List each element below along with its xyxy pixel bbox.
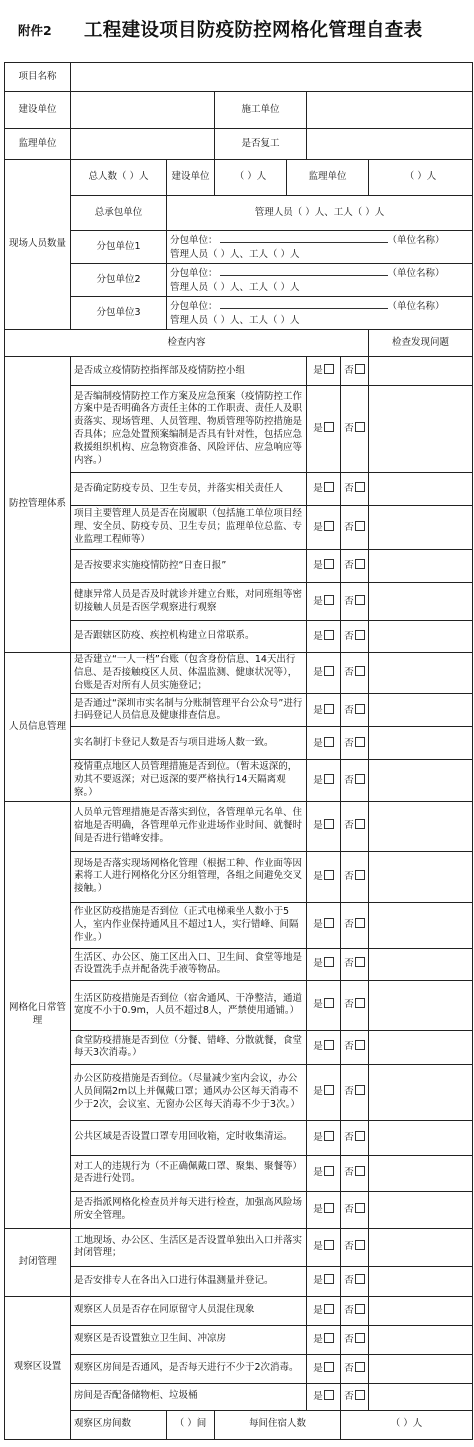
check-item-text: 对工人的违规行为（不正确佩戴口罩、聚集、聚餐等）是否进行处罚。 (71, 1155, 307, 1191)
no-checkbox (355, 1362, 365, 1372)
check-item-row (5, 980, 473, 1030)
subcontractor-detail[interactable]: 分包单位： （单位名称） 管理人员（ ）人、工人（ ）人 (167, 264, 473, 297)
check-item-text: 是否成立疫情防控指挥部及疫情防控小组 (71, 357, 307, 386)
yes-checkbox (324, 1040, 334, 1050)
no-checkbox (355, 918, 365, 928)
check-item-text: 房间是否配备储物柜、垃圾桶 (71, 1383, 307, 1410)
no-option[interactable]: 否 (341, 506, 369, 550)
finding-cell[interactable] (369, 621, 473, 653)
yes-checkbox (324, 521, 334, 531)
check-item-row (5, 1155, 473, 1191)
unit-name-blank[interactable] (220, 233, 388, 243)
yes-option[interactable]: 是 (307, 386, 341, 473)
supervision-unit-field[interactable] (71, 129, 215, 160)
no-option[interactable]: 否 (341, 1354, 369, 1383)
title-row (0, 0, 474, 62)
check-item-text: 办公区防疫措施是否到位。（尽量减少室内会议，办公人员间隔2m以上并佩戴口罩；通风办公区每天消毒不少于2次，会议室、无窗办公区每天消毒不少于3次。） (71, 1064, 307, 1120)
subcontractor-label: 分包单位2 (71, 264, 167, 297)
check-item-text: 观察区人员是否存在同原留守人员混住现象 (71, 1296, 307, 1325)
yes-option[interactable]: 是 (307, 506, 341, 550)
no-option[interactable]: 否 (341, 760, 369, 801)
no-option[interactable]: 否 (341, 473, 369, 506)
check-item-row (5, 1266, 473, 1296)
contractor-unit-label: 施工单位 (215, 92, 307, 129)
no-option[interactable]: 否 (341, 948, 369, 980)
project-name-field[interactable] (71, 63, 473, 92)
yes-option[interactable]: 是 (307, 1030, 341, 1064)
unit-name-blank[interactable] (220, 266, 388, 276)
no-option[interactable]: 否 (341, 1030, 369, 1064)
finding-cell[interactable] (369, 727, 473, 760)
yes-checkbox (324, 364, 334, 374)
subcontractor-detail[interactable]: 分包单位： （单位名称） 管理人员（ ）人、工人（ ）人 (167, 231, 473, 264)
row-project-name (5, 63, 473, 92)
finding-cell[interactable] (369, 801, 473, 851)
self-inspection-table (4, 62, 473, 1440)
section-label: 观察区设置 (5, 1296, 71, 1439)
check-item-row (5, 473, 473, 506)
yes-option[interactable]: 是 (307, 760, 341, 801)
finding-cell[interactable] (369, 1296, 473, 1325)
check-item-text: 是否按要求实施疫情防控“日查日报” (71, 550, 307, 583)
row-units (5, 92, 473, 129)
no-checkbox (355, 482, 365, 492)
check-item-text: 疫情重点地区人员管理措施是否到位。（暂未返深的，劝其不要返深；对已返深的要严格执行14天隔离观察。） (71, 760, 307, 801)
check-item-row (5, 1383, 473, 1410)
check-item-row (5, 760, 473, 801)
check-item-row (5, 621, 473, 653)
row-check-header (5, 330, 473, 357)
yes-checkbox (324, 595, 334, 605)
yes-checkbox (324, 1203, 334, 1213)
yes-option[interactable]: 是 (307, 1383, 341, 1410)
yes-checkbox (324, 1131, 334, 1141)
no-checkbox (355, 1131, 365, 1141)
section-label: 防控管理体系 (5, 357, 71, 653)
no-checkbox (355, 422, 365, 432)
yes-checkbox (324, 819, 334, 829)
yes-checkbox (324, 957, 334, 967)
yes-checkbox (324, 704, 334, 714)
finding-cell[interactable] (369, 357, 473, 386)
check-item-text: 是否确定防疫专员、卫生专员，并落实相关责任人 (71, 473, 307, 506)
finding-cell[interactable] (369, 1383, 473, 1410)
check-item-text: 是否跟辖区防疫、疾控机构建立日常联系。 (71, 621, 307, 653)
yes-checkbox (324, 422, 334, 432)
check-item-row (5, 1296, 473, 1325)
check-item-row (5, 1228, 473, 1266)
no-option[interactable]: 否 (341, 1155, 369, 1191)
total-staff[interactable]: 总人数（ ）人 (71, 160, 167, 196)
general-contractor-detail[interactable]: 管理人员（ ）人、工人（ ）人 (167, 196, 473, 231)
check-item-text: 观察区房间是否通风，是否每天进行不少于2次消毒。 (71, 1354, 307, 1383)
yes-option[interactable]: 是 (307, 727, 341, 760)
check-item-row (5, 583, 473, 621)
subcontractor-label: 分包单位3 (71, 297, 167, 330)
owner-staff-count[interactable]: （ ）人 (215, 160, 287, 196)
yes-checkbox (324, 737, 334, 747)
finding-cell[interactable] (369, 1064, 473, 1120)
yes-option[interactable]: 是 (307, 1191, 341, 1228)
check-item-text: 食堂防疫措施是否到位（分餐、错峰、分散就餐，食堂每天3次消毒。） (71, 1030, 307, 1064)
finding-cell[interactable] (369, 694, 473, 727)
no-checkbox (355, 595, 365, 605)
no-checkbox (355, 1304, 365, 1314)
check-findings-header: 检查发现问题 (369, 330, 473, 357)
check-item-text: 是否安排专人在各出入口进行体温测量并登记。 (71, 1266, 307, 1296)
finding-cell[interactable] (369, 1191, 473, 1228)
row-observation-rooms (5, 1410, 473, 1439)
finding-cell[interactable] (369, 851, 473, 902)
check-item-row (5, 1325, 473, 1354)
no-option[interactable]: 否 (341, 1191, 369, 1228)
yes-option[interactable]: 是 (307, 1325, 341, 1354)
document-title: 工程建设项目防疫防控网格化管理自查表 (84, 20, 423, 41)
occupancy-count[interactable]: （ ）人 (341, 1410, 473, 1439)
finding-cell[interactable] (369, 1325, 473, 1354)
yes-option[interactable]: 是 (307, 980, 341, 1030)
check-item-text: 公共区域是否设置口罩专用回收箱，定时收集清运。 (71, 1120, 307, 1155)
no-option[interactable]: 否 (341, 583, 369, 621)
yes-option[interactable]: 是 (307, 621, 341, 653)
occupancy-label: 每间住宿人数 (215, 1410, 341, 1439)
finding-cell[interactable] (369, 1266, 473, 1296)
no-option[interactable]: 否 (341, 694, 369, 727)
no-checkbox (355, 521, 365, 531)
finding-cell[interactable] (369, 760, 473, 801)
check-item-row (5, 1191, 473, 1228)
yes-option[interactable]: 是 (307, 851, 341, 902)
resumed-field[interactable] (307, 129, 473, 160)
finding-cell[interactable] (369, 1030, 473, 1064)
finding-cell[interactable] (369, 550, 473, 583)
yes-option[interactable]: 是 (307, 357, 341, 386)
yes-option[interactable]: 是 (307, 583, 341, 621)
check-item-text: 是否通过“深圳市实名制与分账制管理平台公众号”进行扫码登记人员信息及健康排查信息。 (71, 694, 307, 727)
yes-option[interactable]: 是 (307, 1155, 341, 1191)
no-checkbox (355, 704, 365, 714)
no-option[interactable]: 否 (341, 550, 369, 583)
check-item-text: 生活区防疫措施是否到位（宿舍通风、干净整洁，通道宽度不小于0.9m，人员不超过8人，严禁使用通铺。） (71, 980, 307, 1030)
no-checkbox (355, 1085, 365, 1095)
no-option[interactable]: 否 (341, 727, 369, 760)
yes-checkbox (324, 998, 334, 1008)
yes-checkbox (324, 1085, 334, 1095)
check-item-text: 生活区、办公区、施工区出入口、卫生间、食堂等地是否设置洗手点并配备洗手液等物品。 (71, 948, 307, 980)
yes-checkbox (324, 1362, 334, 1372)
general-contractor-label: 总承包单位 (71, 196, 167, 231)
supervisor-staff-label: 监理单位 (287, 160, 369, 196)
no-option[interactable]: 否 (341, 386, 369, 473)
construction-unit-field[interactable] (71, 92, 215, 129)
no-option[interactable]: 否 (341, 980, 369, 1030)
annex-label: 附件2 (18, 23, 52, 38)
check-item-row (5, 801, 473, 851)
no-checkbox (355, 1203, 365, 1213)
section-label: 人员信息管理 (5, 653, 71, 802)
check-item-text: 是否指派网格化检查员并每天进行检查，加强高风险场所安全管理。 (71, 1191, 307, 1228)
yes-option[interactable]: 是 (307, 694, 341, 727)
no-option[interactable]: 否 (341, 1266, 369, 1296)
check-item-row (5, 653, 473, 694)
row-staff-totals (5, 160, 473, 196)
yes-checkbox (324, 482, 334, 492)
no-option[interactable]: 否 (341, 1228, 369, 1266)
contractor-unit-field[interactable] (307, 92, 473, 129)
yes-checkbox (324, 1240, 334, 1250)
check-item-row (5, 902, 473, 948)
check-item-text: 工地现场、办公区、生活区是否设置单独出入口并落实封闭管理； (71, 1228, 307, 1266)
check-item-text: 是否建立“一人一档”台账（包含身份信息、14天出行信息、是否接触疫区人员、体温监测、健康状况等），台账是否对所有人员实施登记； (71, 653, 307, 694)
staffing-section-label: 现场人员数量 (5, 160, 71, 330)
finding-cell[interactable] (369, 902, 473, 948)
yes-checkbox (324, 1333, 334, 1343)
check-item-text: 人员单元管理措施是否落实到位，各管理单元名单、住宿地是否明确，各管理单元作业进场作业时间、就餐时间是否进行错峰安排。 (71, 801, 307, 851)
yes-checkbox (324, 666, 334, 676)
yes-option[interactable]: 是 (307, 948, 341, 980)
no-checkbox (355, 630, 365, 640)
yes-checkbox (324, 559, 334, 569)
check-item-row (5, 1064, 473, 1120)
yes-checkbox (324, 630, 334, 640)
finding-cell[interactable] (369, 1228, 473, 1266)
row-subcontractor (5, 231, 473, 264)
check-item-text: 健康异常人员是否及时就诊并建立台账，对同班组等密切接触人员是否医学观察进行观察 (71, 583, 307, 621)
check-item-row (5, 694, 473, 727)
finding-cell[interactable] (369, 583, 473, 621)
yes-option[interactable]: 是 (307, 653, 341, 694)
check-item-row (5, 851, 473, 902)
subcontractor-label: 分包单位1 (71, 231, 167, 264)
row-supervision (5, 129, 473, 160)
subcontractor-detail[interactable]: 分包单位： （单位名称） 管理人员（ ）人、工人（ ）人 (167, 297, 473, 330)
no-checkbox (355, 1240, 365, 1250)
yes-option[interactable]: 是 (307, 550, 341, 583)
no-option[interactable]: 否 (341, 621, 369, 653)
row-general-contractor (5, 196, 473, 231)
yes-checkbox (324, 870, 334, 880)
check-item-text: 现场是否落实现场网格化管理（根据工种、作业面等因素将工人进行网格化分区分组管理，各组之间避免交叉接触。） (71, 851, 307, 902)
finding-cell[interactable] (369, 506, 473, 550)
no-checkbox (355, 364, 365, 374)
owner-staff-label: 建设单位 (167, 160, 215, 196)
yes-option[interactable]: 是 (307, 902, 341, 948)
yes-checkbox (324, 1166, 334, 1176)
observation-rooms-label: 观察区房间数 (71, 1410, 167, 1439)
no-option[interactable]: 否 (341, 801, 369, 851)
no-checkbox (355, 870, 365, 880)
no-checkbox (355, 1274, 365, 1284)
yes-option[interactable]: 是 (307, 1354, 341, 1383)
yes-option[interactable]: 是 (307, 1296, 341, 1325)
observation-rooms-count[interactable]: （ ）间 (167, 1410, 215, 1439)
no-option[interactable]: 否 (341, 1296, 369, 1325)
check-item-text: 实名制打卡登记人数是否与项目进场人数一致。 (71, 727, 307, 760)
finding-cell[interactable] (369, 980, 473, 1030)
check-item-text: 观察区是否设置独立卫生间、冲凉房 (71, 1325, 307, 1354)
check-item-text: 作业区防疫措施是否到位（正式电梯乘坐人数小于5人，室内作业保持通风且不超过1人，实行错峰、间隔作业。） (71, 902, 307, 948)
resumed-label: 是否复工 (215, 129, 307, 160)
yes-option[interactable]: 是 (307, 1228, 341, 1266)
section-label: 网格化日常管理 (5, 801, 71, 1228)
finding-cell[interactable] (369, 473, 473, 506)
check-item-row (5, 357, 473, 386)
check-item-row (5, 727, 473, 760)
yes-option[interactable]: 是 (307, 1120, 341, 1155)
finding-cell[interactable] (369, 1155, 473, 1191)
check-item-row (5, 948, 473, 980)
yes-checkbox (324, 1304, 334, 1314)
yes-option[interactable]: 是 (307, 473, 341, 506)
no-checkbox (355, 774, 365, 784)
yes-option[interactable]: 是 (307, 1064, 341, 1120)
no-option[interactable]: 否 (341, 357, 369, 386)
no-checkbox (355, 1040, 365, 1050)
yes-checkbox (324, 1390, 334, 1400)
no-option[interactable]: 否 (341, 653, 369, 694)
no-checkbox (355, 1333, 365, 1343)
finding-cell[interactable] (369, 653, 473, 694)
check-item-row (5, 1120, 473, 1155)
yes-option[interactable]: 是 (307, 1266, 341, 1296)
no-option[interactable]: 否 (341, 902, 369, 948)
no-checkbox (355, 1166, 365, 1176)
check-item-row (5, 1030, 473, 1064)
check-content-header: 检查内容 (5, 330, 369, 357)
no-option[interactable]: 否 (341, 851, 369, 902)
check-item-text: 项目主要管理人员是否在岗履职（包括施工单位项目经理、安全员、防疫专员、卫生专员；监理单位总监、专业监理工程师等） (71, 506, 307, 550)
no-checkbox (355, 957, 365, 967)
finding-cell[interactable] (369, 948, 473, 980)
finding-cell[interactable] (369, 386, 473, 473)
no-checkbox (355, 737, 365, 747)
no-checkbox (355, 559, 365, 569)
check-item-row (5, 1354, 473, 1383)
check-item-row (5, 550, 473, 583)
unit-name-blank[interactable] (220, 299, 388, 309)
check-item-text: 是否编制疫情防控工作方案及应急预案（疫情防控工作方案中是否明确各方责任主体的工作职责、责任人及职责落实、现场管理、人员管理、物质管理等防控措施是否具体；应急处置预案编制是否具有针对性，包括应急救援组织机构、应急物资准备、风险评估、应急响应等内容。） (71, 386, 307, 473)
supervision-unit-label: 监理单位 (5, 129, 71, 160)
section-label: 封闭管理 (5, 1228, 71, 1296)
yes-checkbox (324, 918, 334, 928)
yes-checkbox (324, 1274, 334, 1284)
row-subcontractor (5, 264, 473, 297)
finding-cell[interactable] (369, 1354, 473, 1383)
no-option[interactable]: 否 (341, 1064, 369, 1120)
row-subcontractor (5, 297, 473, 330)
yes-checkbox (324, 774, 334, 784)
check-item-row (5, 506, 473, 550)
no-checkbox (355, 819, 365, 829)
yes-option[interactable]: 是 (307, 801, 341, 851)
no-option[interactable]: 否 (341, 1120, 369, 1155)
supervisor-staff-count[interactable]: （ ）人 (369, 160, 473, 196)
no-checkbox (355, 1390, 365, 1400)
no-option[interactable]: 否 (341, 1383, 369, 1410)
construction-unit-label: 建设单位 (5, 92, 71, 129)
no-checkbox (355, 666, 365, 676)
no-option[interactable]: 否 (341, 1325, 369, 1354)
finding-cell[interactable] (369, 1120, 473, 1155)
project-name-label: 项目名称 (5, 63, 71, 92)
no-checkbox (355, 998, 365, 1008)
check-item-row (5, 386, 473, 473)
